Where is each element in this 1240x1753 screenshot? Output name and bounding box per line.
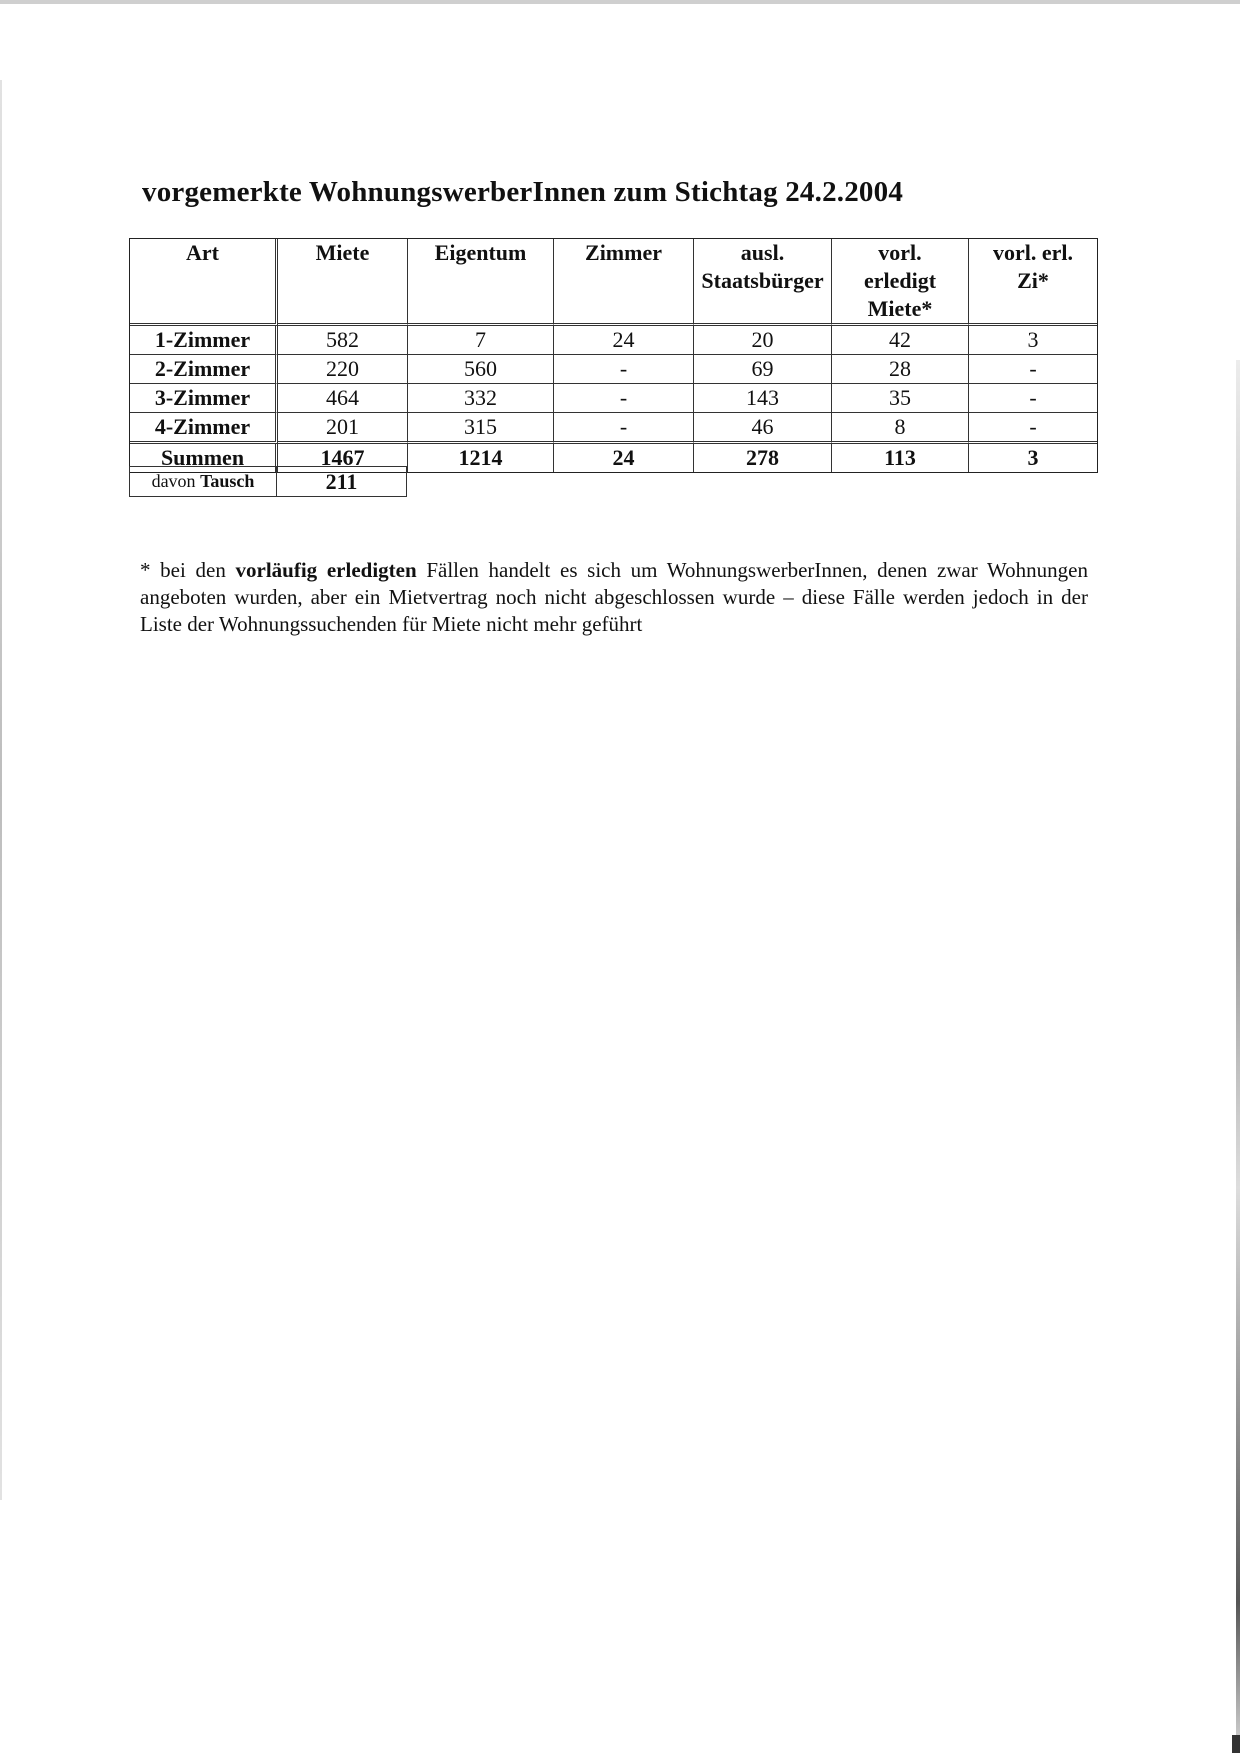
sum-ausl: 278 [694, 444, 832, 472]
cell-eigentum: 560 [408, 355, 554, 384]
cell-vorl: 28 [832, 355, 969, 384]
header-vorl-line3: Miete* [867, 296, 933, 321]
cell-eigentum: 315 [408, 413, 554, 444]
header-ausl-line1: ausl. [740, 240, 785, 265]
cell-vorlzi: - [969, 413, 1097, 444]
footnote-part2: Fällen handelt es sich um WohnungswerberInnen, denen zwar Wohnungen angeboten wurden, aber ein Mietvertrag noch nicht abgeschlossen wurde – diese Fälle werden jedoch in der Liste der Wohnungssuchenden für Miete nicht mehr geführt [140, 558, 1089, 636]
table-row [130, 355, 1097, 384]
tausch-label [130, 467, 277, 497]
header-vorl-erl-zi [969, 239, 1097, 326]
cell-zimmer: - [554, 413, 694, 444]
header-vorl-erledigt-miete [832, 239, 969, 326]
footnote [140, 557, 1088, 638]
table-header-row [130, 239, 1097, 326]
cell-vorlzi: - [969, 355, 1097, 384]
cell-zimmer: - [554, 384, 694, 413]
cell-eigentum: 7 [408, 326, 554, 355]
scan-edge-right [1236, 360, 1240, 1740]
cell-vorl: 42 [832, 326, 969, 355]
cell-eigentum: 332 [408, 384, 554, 413]
header-zimmer: Zimmer [554, 239, 694, 326]
cell-ausl: 46 [694, 413, 832, 444]
cell-vorl: 35 [832, 384, 969, 413]
sum-vorl: 113 [832, 444, 969, 472]
header-vorl-line2: erledigt [863, 268, 937, 293]
cell-ausl: 143 [694, 384, 832, 413]
tausch-table [129, 466, 407, 497]
header-vorlzi-line1: vorl. erl. [992, 240, 1074, 265]
scan-corner-mark [1232, 1735, 1240, 1753]
header-eigentum: Eigentum [408, 239, 554, 326]
tausch-prefix: davon [151, 471, 196, 491]
row-label: 2-Zimmer [130, 355, 278, 384]
header-art: Art [130, 239, 278, 326]
header-miete: Miete [278, 239, 408, 326]
cell-vorlzi: 3 [969, 326, 1097, 355]
header-vorl-line1: vorl. [878, 240, 922, 265]
cell-miete: 201 [278, 413, 408, 444]
table-row [130, 413, 1097, 444]
header-vorlzi-line2: Zi* [1017, 268, 1049, 293]
row-label: 3-Zimmer [130, 384, 278, 413]
header-ausl-line2: Staatsbürger [701, 268, 824, 293]
cell-vorl: 8 [832, 413, 969, 444]
cell-ausl: 69 [694, 355, 832, 384]
row-label: 4-Zimmer [130, 413, 278, 444]
sum-label: Summen [130, 444, 278, 472]
table-row [130, 326, 1097, 355]
cell-zimmer: - [554, 355, 694, 384]
sum-eigentum: 1214 [408, 444, 554, 472]
tausch-label-bold: Tausch [200, 471, 255, 491]
header-ausl-staatsbuerger [694, 239, 832, 326]
footnote-part1: * bei den [140, 558, 226, 582]
scan-edge-left [0, 80, 2, 1500]
sum-vorlzi: 3 [1027, 445, 1039, 470]
cell-miete: 220 [278, 355, 408, 384]
statistics-table [129, 238, 1098, 473]
tausch-value: 211 [277, 467, 407, 497]
scan-edge-top [0, 0, 1240, 4]
page-title: vorgemerkte WohnungswerberInnen zum Stichtag 24.2.2004 [142, 176, 904, 208]
cell-miete: 582 [278, 326, 408, 355]
cell-ausl: 20 [694, 326, 832, 355]
table-row [130, 384, 1097, 413]
cell-vorlzi: - [969, 384, 1097, 413]
row-label: 1-Zimmer [130, 326, 278, 355]
sum-miete: 1467 [278, 444, 408, 472]
sum-zimmer: 24 [554, 444, 694, 472]
footnote-bold: vorläufig erledigten [235, 558, 417, 582]
cell-zimmer: 24 [554, 326, 694, 355]
tausch-row [130, 467, 407, 497]
cell-miete: 464 [278, 384, 408, 413]
